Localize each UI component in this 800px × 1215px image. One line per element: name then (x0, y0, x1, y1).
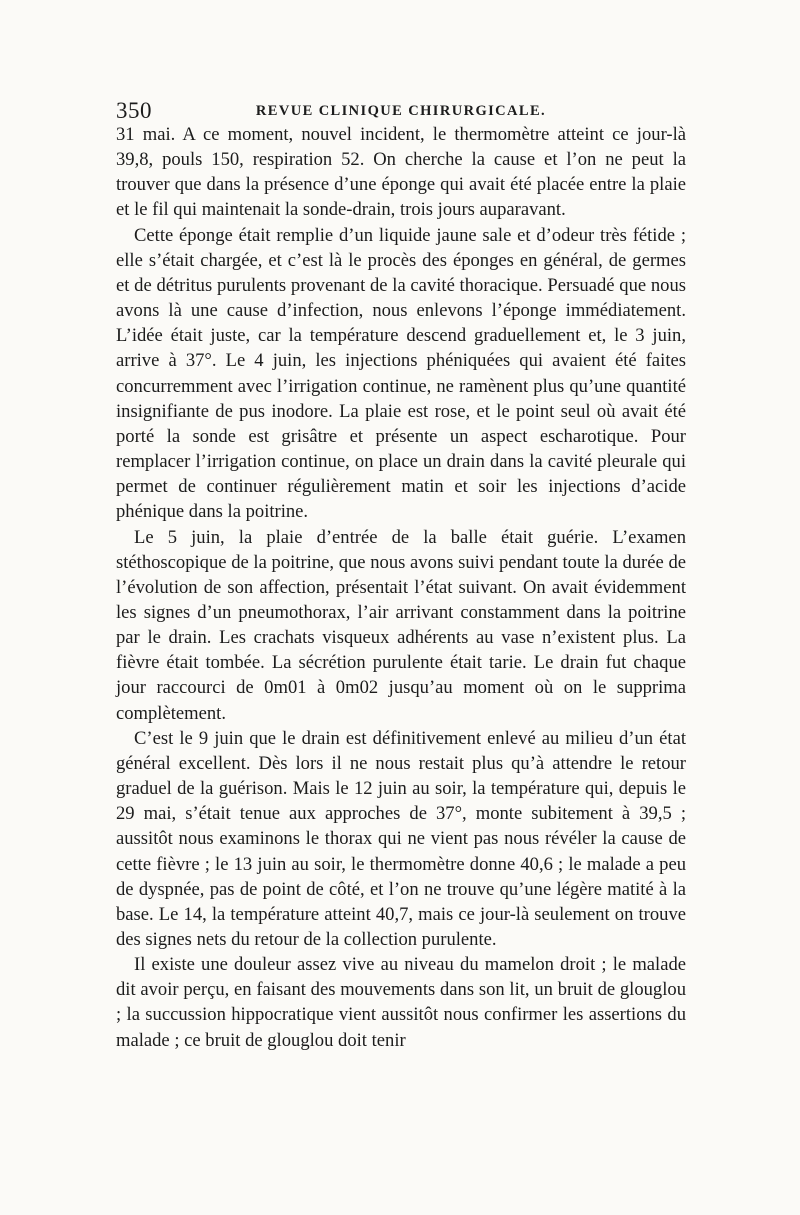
paragraph: Le 5 juin, la plaie d’entrée de la balle était guérie. L’examen stéthoscopique de la poitrine, que nous avons suivi pendant toute la durée de l’évolution de son affection, présentait l’état suivant. On avait évidemment les signes d’un pneumothorax, l’air arrivant constamment dans la poitrine par le drain. Les crachats visqueux adhérents au vase n’existent plus. La fièvre était tombée. La sécrétion purulente était tarie. Le drain fut chaque jour raccourci de 0m01 à 0m02 jusqu’au moment où on le supprima complètement. (116, 526, 686, 724)
page-number: 350 (116, 98, 152, 123)
paragraph: Il existe une douleur assez vive au niveau du mamelon droit ; le malade dit avoir perçu, en faisant des mouvements dans son lit, un bruit de glouglou ; la succussion hippocratique vient aussitôt nous confirmer les assertions du malade ; ce bruit de glouglou doit tenir (116, 954, 686, 1051)
page-header (116, 98, 686, 124)
running-title: REVUE CLINIQUE CHIRURGICALE. (255, 103, 547, 119)
paragraph: C’est le 9 juin que le drain est définitivement enlevé au milieu d’un état général excellent. Dès lors il ne nous restait plus qu’à attendre le retour graduel de la guérison. Mais le 12 juin au soir, la température qui, depuis le 29 mai, s’était tenue aux approches de 37°, monte subitement à 39,5 ; aussitôt nous examinons le thorax qui ne vient pas nous révéler la cause de cette fièvre ; le 13 juin au soir, le thermomètre donne 40,6 ; le malade a peu de dyspnée, pas de point de côté, et l’on ne trouve qu’une légère matité à la base. Le 14, la température atteint 40,7, mais ce jour-là seulement on trouve des signes nets du retour de la collection purulente. (116, 727, 686, 950)
paragraph: 31 mai. A ce moment, nouvel incident, le thermomètre atteint ce jour-là 39,8, pouls 150, respiration 52. On cherche la cause et l’on ne peut la trouver que dans la présence d’une éponge qui avait été placée entre la plaie et le fil qui maintenait la sonde-drain, trois jours auparavant. (116, 124, 686, 221)
body-text (116, 122, 686, 1053)
paragraph: Cette éponge était remplie d’un liquide jaune sale et d’odeur très fétide ; elle s’était chargée, et c’est là le procès des éponges en général, de germes et de détritus purulents provenant de la cavité thoracique. Persuadé que nous avons là une cause d’infection, nous enlevons l’éponge immédiatement. L’idée était juste, car la température descend graduellement et, le 3 juin, arrive à 37°. Le 4 juin, les injections phéniquées qui avaient été faites concurremment avec l’irrigation continue, ne ramènent plus qu’une quantité insignifiante de pus inodore. La plaie est rose, et le point seul où avait été porté la sonde est grisâtre et présente un aspect escharotique. Pour remplacer l’irrigation continue, on place un drain dans la cavité pleurale qui permet de continuer régulièrement matin et soir les injections d’acide phénique dans la poitrine. (116, 224, 686, 523)
